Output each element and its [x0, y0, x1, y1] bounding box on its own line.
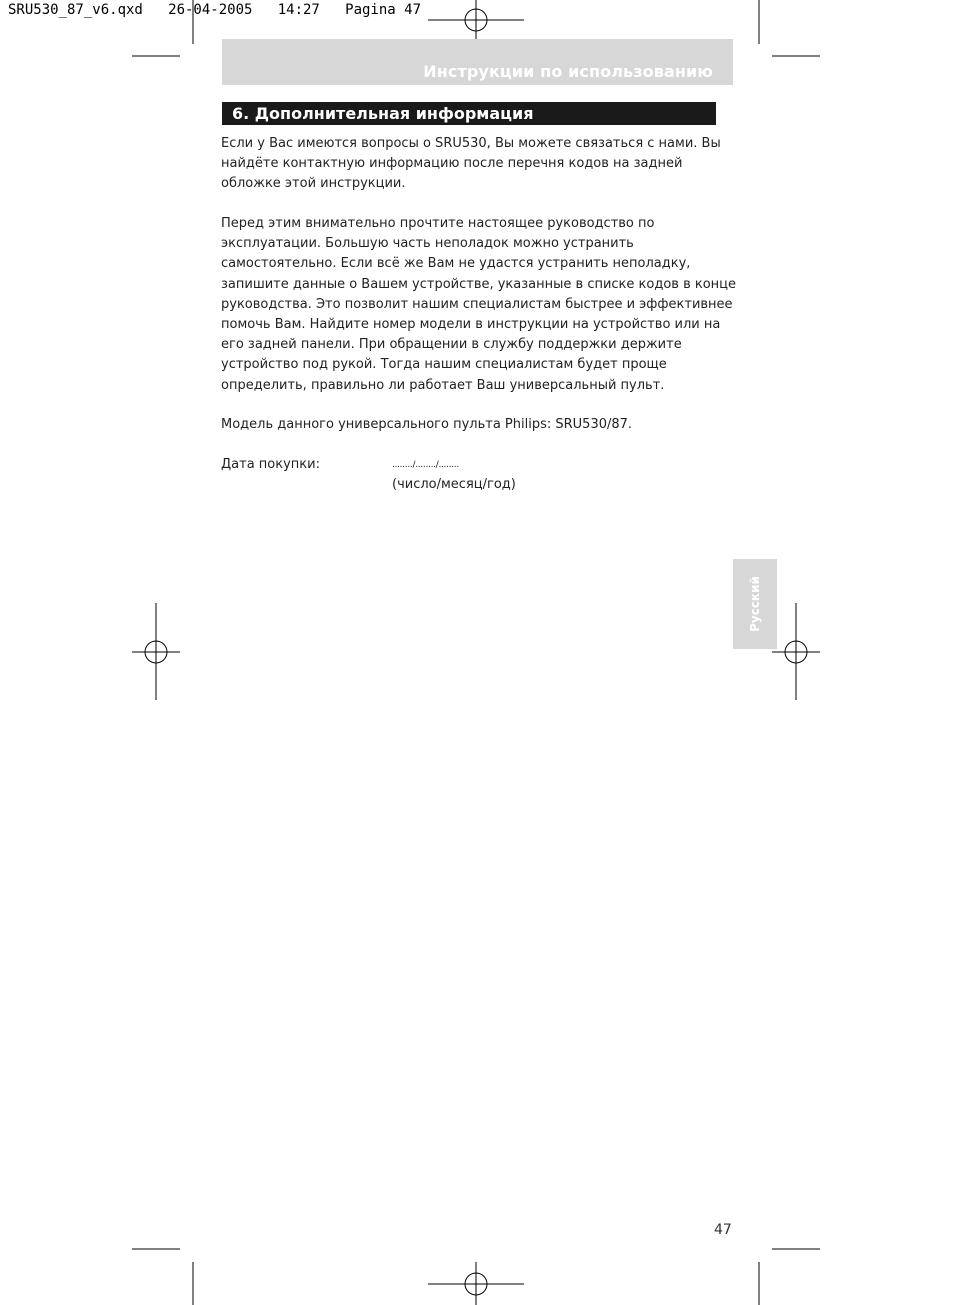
text-line: руководства. Это позволит нашим специалистам быстрее и эффективнее: [221, 296, 733, 312]
text-line: запишите данные о Вашем устройстве, указанные в списке кодов в конце: [221, 276, 737, 292]
text-line: Перед этим внимательно прочтите настоящее руководство по: [221, 216, 655, 231]
text-line: самостоятельно. Если всё же Вам не удастся устранить неполадку,: [221, 256, 691, 272]
header-band: [222, 39, 733, 85]
page-number: 47: [714, 1222, 732, 1238]
language-tab-label: Русский: [748, 576, 762, 632]
purchase-date-placeholder: ......../......../........: [392, 460, 459, 470]
text-line: обложке этой инструкции.: [221, 176, 406, 192]
paragraph-model: [221, 415, 721, 435]
text-line: Если у Вас имеются вопросы о SRU530, Вы можете связаться с нами. Вы: [221, 136, 721, 151]
print-slug: SRU530_87_v6.qxd 26-04-2005 14:27 Pagina 47: [8, 2, 422, 18]
section-heading-bar: [222, 102, 716, 125]
text-line: помочь Вам. Найдите номер модели в инструкции на устройство или на: [221, 317, 721, 333]
paragraph-contact: [221, 134, 721, 195]
section-title: 6. Дополнительная информация: [232, 104, 534, 123]
text-line: определить, правильно ли работает Ваш универсальный пульт.: [221, 377, 665, 393]
text-line: устройство под рукой. Тогда нашим специалистам будет проще: [221, 357, 667, 373]
text-line: найдёте контактную информацию после перечня кодов на задней: [221, 156, 683, 172]
paragraph-troubleshooting: [221, 214, 737, 396]
header-title: Инструкции по использованию: [423, 62, 713, 81]
purchase-date-hint: (число/месяц/год): [392, 477, 516, 492]
text-line: его задней панели. При обращении в службу поддержки держите: [221, 337, 682, 353]
text-line: Модель данного универсального пульта Philips: SRU530/87.: [221, 417, 633, 432]
language-tab: [733, 559, 777, 649]
purchase-date-field: [392, 455, 516, 495]
text-line: эксплуатации. Большую часть неполадок можно устранить: [221, 236, 634, 252]
purchase-date-label: Дата покупки:: [221, 457, 320, 472]
